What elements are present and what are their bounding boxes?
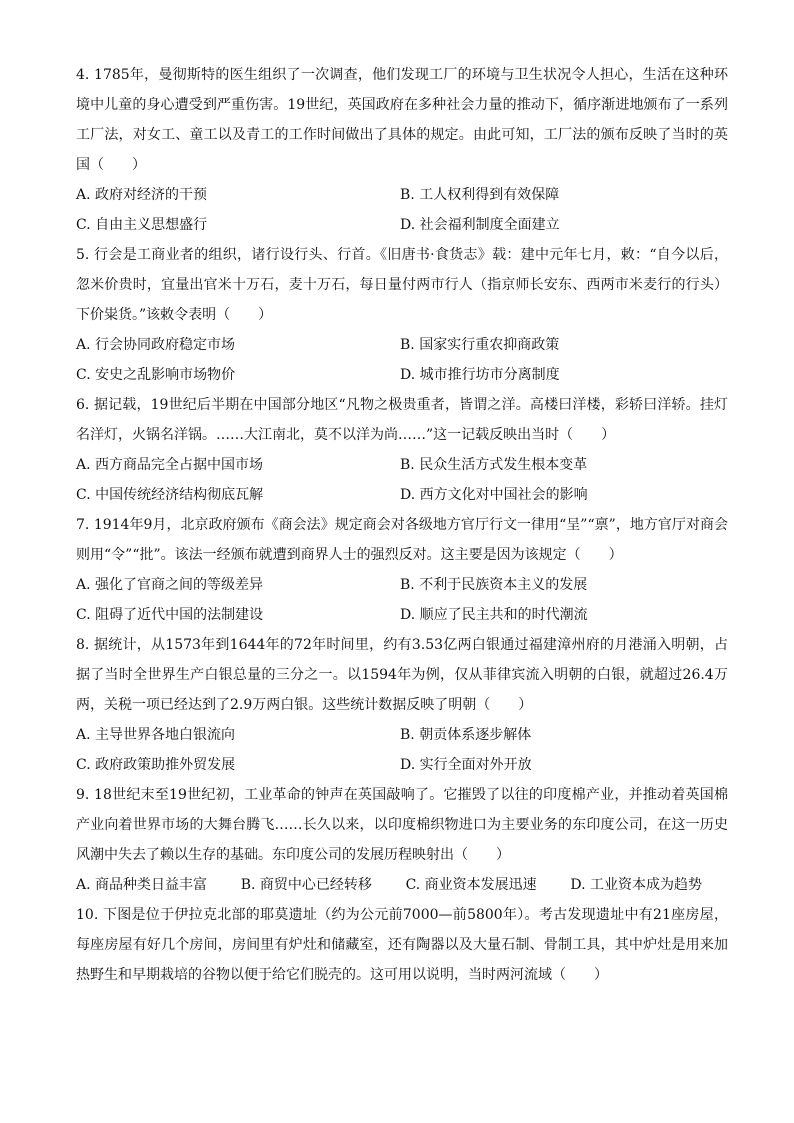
option-c[interactable]: C. 政府政策助推外贸发展 bbox=[76, 757, 236, 773]
option-c[interactable]: C. 商业资本发展迅速 bbox=[405, 877, 537, 893]
option-a[interactable]: A. 行会协同政府稳定市场 bbox=[76, 337, 236, 353]
question-stem: 9. 18世纪末至19世纪初，工业革命的钟声在英国敲响了。它摧毁了以往的印度棉产业，并推动着英国棉产业向着世界市场的大舞台腾飞……长久以来，以印度棉织物进口为主要业务的东印度公司，在这一历史风潮中失去了赖以生存的基础。东印度公司的发展历程映射出（ ） bbox=[76, 787, 728, 863]
question-7 bbox=[76, 510, 728, 630]
option-a[interactable]: A. 强化了官商之间的等级差异 bbox=[76, 577, 264, 593]
option-b[interactable]: B. 工人权利得到有效保障 bbox=[400, 187, 560, 203]
option-c[interactable]: C. 自由主义思想盛行 bbox=[76, 217, 208, 233]
question-stem: 6. 据记载，19世纪后半期在中国部分地区“凡物之极贵重者，皆谓之洋。高楼曰洋楼，彩轿曰洋轿。挂灯名洋灯，火锅名洋锅。……大江南北，莫不以洋为尚……”这一记载反映出当时（ ） bbox=[76, 397, 728, 443]
options bbox=[76, 330, 728, 390]
option-d[interactable]: D. 城市推行坊市分离制度 bbox=[400, 367, 560, 383]
question-stem: 10. 下图是位于伊拉克北部的耶莫遗址（约为公元前7000—前5800年）。考古发现遗址中有21座房屋，每座房屋有好几个房间，房间里有炉灶和储藏室，还有陶器以及大量石制、骨制工具，其中炉灶是用来加热野生和早期栽培的谷物以便于给它们脱壳的。这可用以说明，当时两河流域（ ） bbox=[76, 907, 728, 983]
option-a[interactable]: A. 主导世界各地白银流向 bbox=[76, 727, 236, 743]
option-a[interactable]: A. 商品种类日益丰富 bbox=[76, 877, 208, 893]
question-6 bbox=[76, 390, 728, 510]
question-5 bbox=[76, 240, 728, 390]
question-stem: 5. 行会是工商业者的组织，诸行设行头、行首。《旧唐书·食货志》载：建中元年七月，敕：“自今以后，忽米价贵时，宜量出官米十万石，麦十万石，每日量付两市行人（指京师长安东、西两市米麦行的行头）下价粜货。”该敕令表明（ ） bbox=[76, 247, 728, 323]
question-4 bbox=[76, 60, 728, 240]
option-b[interactable]: B. 朝贡体系逐步解体 bbox=[400, 727, 532, 743]
option-b[interactable]: B. 民众生活方式发生根本变革 bbox=[400, 457, 588, 473]
question-list bbox=[76, 60, 728, 990]
question-8 bbox=[76, 630, 728, 780]
question-10 bbox=[76, 900, 728, 990]
options bbox=[76, 180, 728, 240]
option-c[interactable]: C. 阻碍了近代中国的法制建设 bbox=[76, 607, 264, 623]
options bbox=[76, 450, 728, 510]
option-d[interactable]: D. 西方文化对中国社会的影响 bbox=[400, 487, 588, 503]
question-stem: 4. 1785年，曼彻斯特的医生组织了一次调查，他们发现工厂的环境与卫生状况令人担心，生活在这种环境中儿童的身心遭受到严重伤害。19世纪，英国政府在多种社会力量的推动下，循序渐进地颁布了一系列工厂法，对女工、童工以及青工的工作时间做出了具体的规定。由此可知，工厂法的颁布反映了当时的英国（ ） bbox=[76, 67, 728, 173]
option-a[interactable]: A. 西方商品完全占据中国市场 bbox=[76, 457, 264, 473]
option-c[interactable]: C. 安史之乱影响市场物价 bbox=[76, 367, 236, 383]
options bbox=[76, 570, 728, 630]
option-d[interactable]: D. 工业资本成为趋势 bbox=[570, 877, 702, 893]
option-d[interactable]: D. 顺应了民主共和的时代潮流 bbox=[400, 607, 588, 623]
option-b[interactable]: B. 不利于民族资本主义的发展 bbox=[400, 577, 588, 593]
question-9 bbox=[76, 780, 728, 900]
options bbox=[76, 870, 702, 900]
option-d[interactable]: D. 社会福利制度全面建立 bbox=[400, 217, 560, 233]
option-d[interactable]: D. 实行全面对外开放 bbox=[400, 757, 532, 773]
option-b[interactable]: B. 商贸中心已经转移 bbox=[240, 877, 372, 893]
question-stem: 7. 1914年9月，北京政府颁布《商会法》规定商会对各级地方官厅行文一律用“呈”“禀”，地方官厅对商会则用“令”“批”。该法一经颁布就遭到商界人士的强烈反对。这主要是因为该规定（ ） bbox=[76, 517, 728, 563]
option-c[interactable]: C. 中国传统经济结构彻底瓦解 bbox=[76, 487, 264, 503]
option-a[interactable]: A. 政府对经济的干预 bbox=[76, 187, 208, 203]
question-stem: 8. 据统计，从1573年到1644年的72年时间里，约有3.53亿两白银通过福建漳州府的月港涌入明朝，占据了当时全世界生产白银总量的三分之一。以1594年为例，仅从菲律宾流入明朝的白银，就超过26.4万两，关税一项已经达到了2.9万两白银。这些统计数据反映了明朝（ ） bbox=[76, 637, 728, 713]
option-b[interactable]: B. 国家实行重农抑商政策 bbox=[400, 337, 560, 353]
options bbox=[76, 720, 728, 780]
